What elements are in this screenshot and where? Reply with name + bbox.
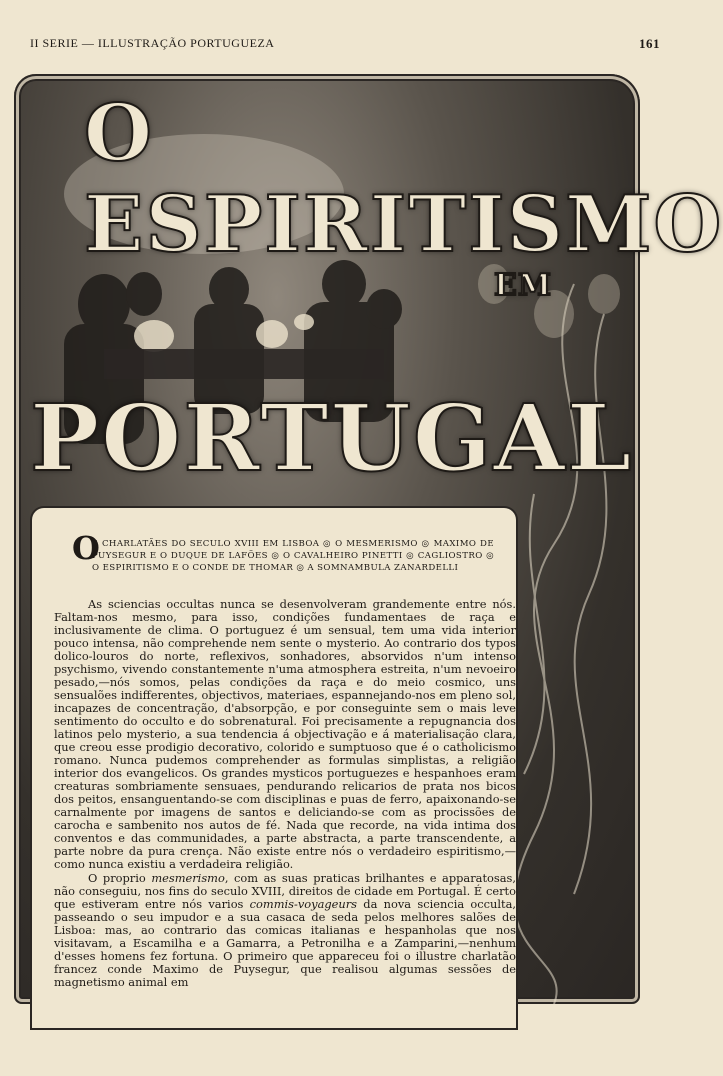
body-p2-part-b: , com as suas praticas brilhantes e apparatosas, não conseguiu, nos fins do seculo XVIII, direitos de cidade em Portugal. É certo que estiveram entre nós varios	[54, 871, 516, 911]
body-p2-part-a: O proprio	[88, 871, 152, 885]
running-head	[30, 36, 660, 54]
body-p2-part-c: da nova sciencia occulta, passeando o seu impudor e a sua casaca de seda pelos melhores salões de Lisboa: mas, ao contrario das comicas italianas e hespanholas que nos visitavam, a Escamilha e a Gamarra, a Petronilha e a Zamparini,—nenhum d'esses homens fez fortuna. O primeiro que appareceu foi o illustre charlatão francez conde Maximo de Puysegur, que realisou algumas sessões de magnetismo animal em	[54, 897, 516, 989]
body-paragraph-2	[54, 872, 516, 989]
title-portugal: PORTUGAL	[30, 384, 634, 492]
page-number: 161	[639, 36, 660, 51]
body-p2-em-commis: commis-voyageurs	[249, 897, 358, 911]
running-head-left: II SERIE — ILLUSTRAÇÃO PORTUGUEZA	[30, 36, 275, 50]
summary-text: S CHARLATÃES DO SECULO XVIII EM LISBOA ◎ O MESMERISMO ◎ MAXIMO DE PUYSEGUR E O DUQUE DE LAFÕES ◎ O CAVALHEIRO PINETTI ◎ CAGLIOSTRO ◎ O ESPIRITISMO E O CONDE DE THOMAR ◎ A SOMNAMBULA ZANARDELLI	[92, 539, 494, 573]
article-block	[32, 508, 516, 1028]
summary-dropcap: O	[72, 529, 100, 567]
body-p2-em-mesmerismo: mesmerismo	[151, 871, 225, 885]
article-body	[54, 598, 516, 989]
body-paragraph-1: As sciencias occultas nunca se desenvolveram grandemente entre nós. Faltam-nos mesmo, para isso, condições fundamentaes de raça e inclusivamente de clima. O portuguez é um sensual, tem uma vida interior pouco intensa, não comprehende nem sente o mysterio. Ao contrario dos typos dolico-louros do norte, reflexivos, sonhadores, absorvidos n'um intenso psychismo, vivendo constantemente n'uma atmosphera estreita, n'um nevoeiro pesado,—nós somos, pelas condições da raça e do meio cosmico, uns sensualões indifferentes, objectivos, materiaes, espannejando-nos em pleno sol, incapazes de concentração, d'absorpção, e por conseguinte sem o mais leve sentimento do occulto e do sobrenatural. Foi precisamente a repugnancia dos latinos pelo mysterio, a sua tendencia á objectivação e á materialisação clara, que creou esse prodigio decorativo, colorido e sumptuoso que é o catholicismo romano. Nunca pudemos comprehender as formulas simplistas, a religião interior dos evangelicos. Os grandes mysticos portuguezes e hespanhoes eram creaturas sombriamente sensuaes, pendurando relicarios de prata nos bicos dos peitos, ensanguentando-se com disciplinas e puas de ferro, apaixonando-se carnalmente por imagens de santos e deliciando-se com as procissões de carocha e sambenito nos autos de fé. Nada que recorde, na vida intima dos conventos e das communidades, a parte abstracta, a parte transcendente, a parte nobre da pura crença. Não existe entre nós o verdadeiro espiritismo,—como nunca existiu a verdadeira religião.	[54, 597, 516, 871]
title-em: EM	[494, 268, 553, 303]
title-espiritismo: O ESPIRITISMO	[84, 88, 723, 270]
article-summary	[74, 538, 494, 574]
